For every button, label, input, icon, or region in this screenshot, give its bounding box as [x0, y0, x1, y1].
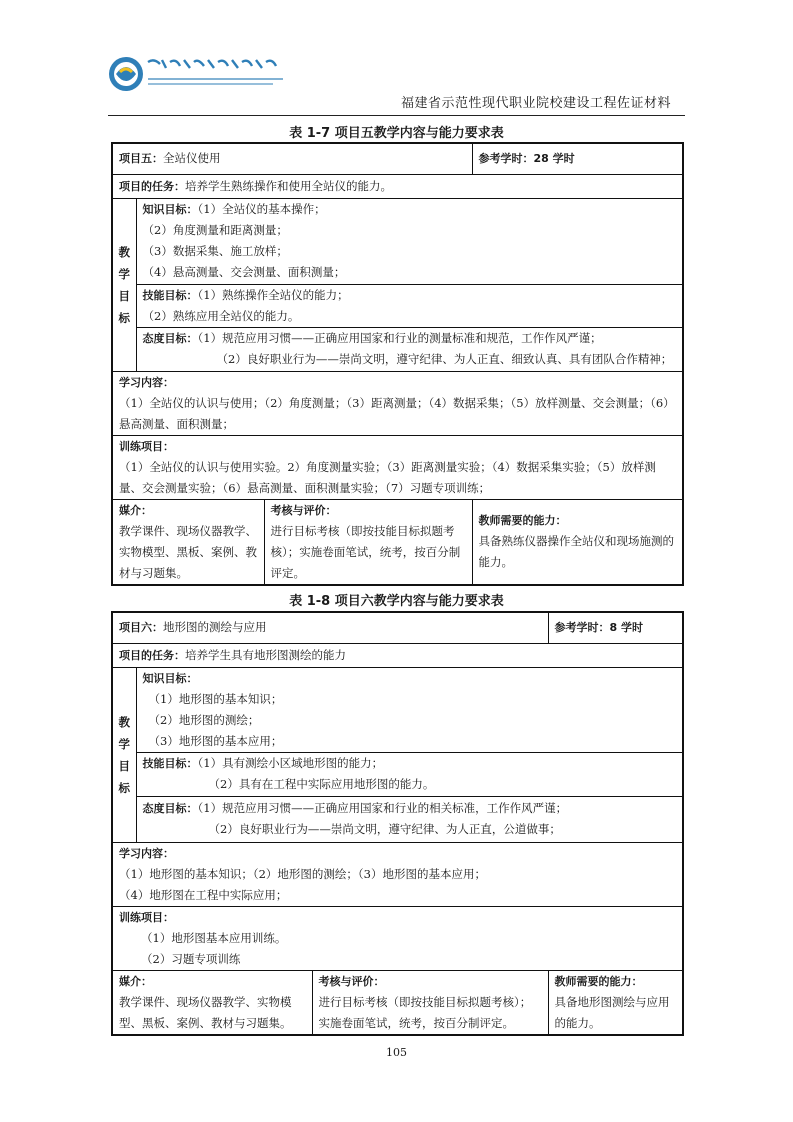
page-number: 105 — [386, 1046, 407, 1059]
header-rule — [108, 115, 685, 116]
task-cell: 项目的任务：培养学生熟练操作和使用全站仪的能力。 — [112, 174, 683, 198]
table-caption-1-7: 表 1-7 项目五教学内容与能力要求表 — [289, 126, 504, 141]
skill-goal-cell: 技能目标：（1）具有测绘小区域地形图的能力； （2）具有在工程中实际应用地形图的能力。 — [136, 752, 683, 796]
project-cell: 项目六：地形图的测绘与应用 — [112, 612, 548, 643]
teacher-ability-cell: 教师需要的能力： 具备熟练仪器操作全站仪和现场施测的能力。 — [472, 499, 683, 585]
skill-goal-cell: 技能目标：（1）熟练操作全站仪的能力； （2）熟练应用全站仪的能力。 — [136, 284, 683, 327]
content-cell: 学习内容： （1）全站仪的认识与使用；（2）角度测量；（3）距离测量；（4）数据采集；（5）放样测量、交会测量；（6）悬高测量、面积测量； — [112, 371, 683, 435]
attitude-goal-cell: 态度目标：（1）规范应用习惯——正确应用国家和行业的相关标准，工作作风严谨； （2）良好职业行为——崇尚文明，遵守纪律、为人正直，公道做事； — [136, 796, 683, 842]
attitude-goal-cell: 态度目标：（1）规范应用习惯——正确应用国家和行业的测量标准和规范，工作作风严谨； （2）良好职业行为——崇尚文明，遵守纪律、为人正直、细致认真、具有团队合作精神； — [136, 327, 683, 371]
college-logo — [106, 52, 306, 96]
document-header-title: 福建省示范性现代职业院校建设工程佐证材料 — [400, 96, 671, 111]
assessment-cell: 考核与评价： 进行目标考核（即按技能目标拟题考核）；实施卷面笔试，统考，按百分制评定。 — [264, 499, 472, 585]
table-caption-1-8: 表 1-8 项目六教学内容与能力要求表 — [289, 594, 504, 609]
knowledge-goal-cell: 知识目标： （1）地形图的基本知识； （2）地形图的测绘； （3）地形图的基本应用； — [136, 667, 683, 752]
hours-cell: 参考学时：28 学时 — [472, 143, 683, 174]
media-cell: 媒介： 教学课件、现场仪器教学、实物模型、黑板、案例、教材与习题集。 — [112, 499, 264, 585]
knowledge-goal-cell: 知识目标：（1）全站仪的基本操作； （2）角度测量和距离测量； （3）数据采集、施工放样； （4）悬高测量、交会测量、面积测量； — [136, 198, 683, 284]
training-cell: 训练项目： （1）地形图基本应用训练。 （2）习题专项训练 — [112, 906, 683, 970]
training-cell: 训练项目： （1）全站仪的认识与使用实验。2）角度测量实验；（3）距离测量实验；（4）数据采集实验；（5）放样测量、交会测量实验；（6）悬高测量、面积测量实验；（7）习题专项训练； — [112, 435, 683, 499]
page-header — [0, 0, 793, 118]
project-six-table — [111, 611, 684, 1036]
content-cell: 学习内容： （1）地形图的基本知识；（2）地形图的测绘；（3）地形图的基本应用； （4）地形图在工程中实际应用； — [112, 842, 683, 906]
project-cell: 项目五：全站仪使用 — [112, 143, 472, 174]
assessment-cell: 考核与评价： 进行目标考核（即按技能目标拟题考核）；实施卷面笔试，统考，按百分制评定。 — [312, 970, 548, 1035]
task-cell: 项目的任务：培养学生具有地形图测绘的能力 — [112, 643, 683, 667]
goal-side-label: 教 学 目 标 — [112, 667, 136, 842]
hours-cell: 参考学时：8 学时 — [548, 612, 683, 643]
media-cell: 媒介： 教学课件、现场仪器教学、实物模型、黑板、案例、教材与习题集。 — [112, 970, 312, 1035]
teacher-ability-cell: 教师需要的能力： 具备地形图测绘与应用的能力。 — [548, 970, 683, 1035]
project-five-table — [111, 142, 684, 586]
goal-side-label: 教 学 目 标 — [112, 198, 136, 371]
